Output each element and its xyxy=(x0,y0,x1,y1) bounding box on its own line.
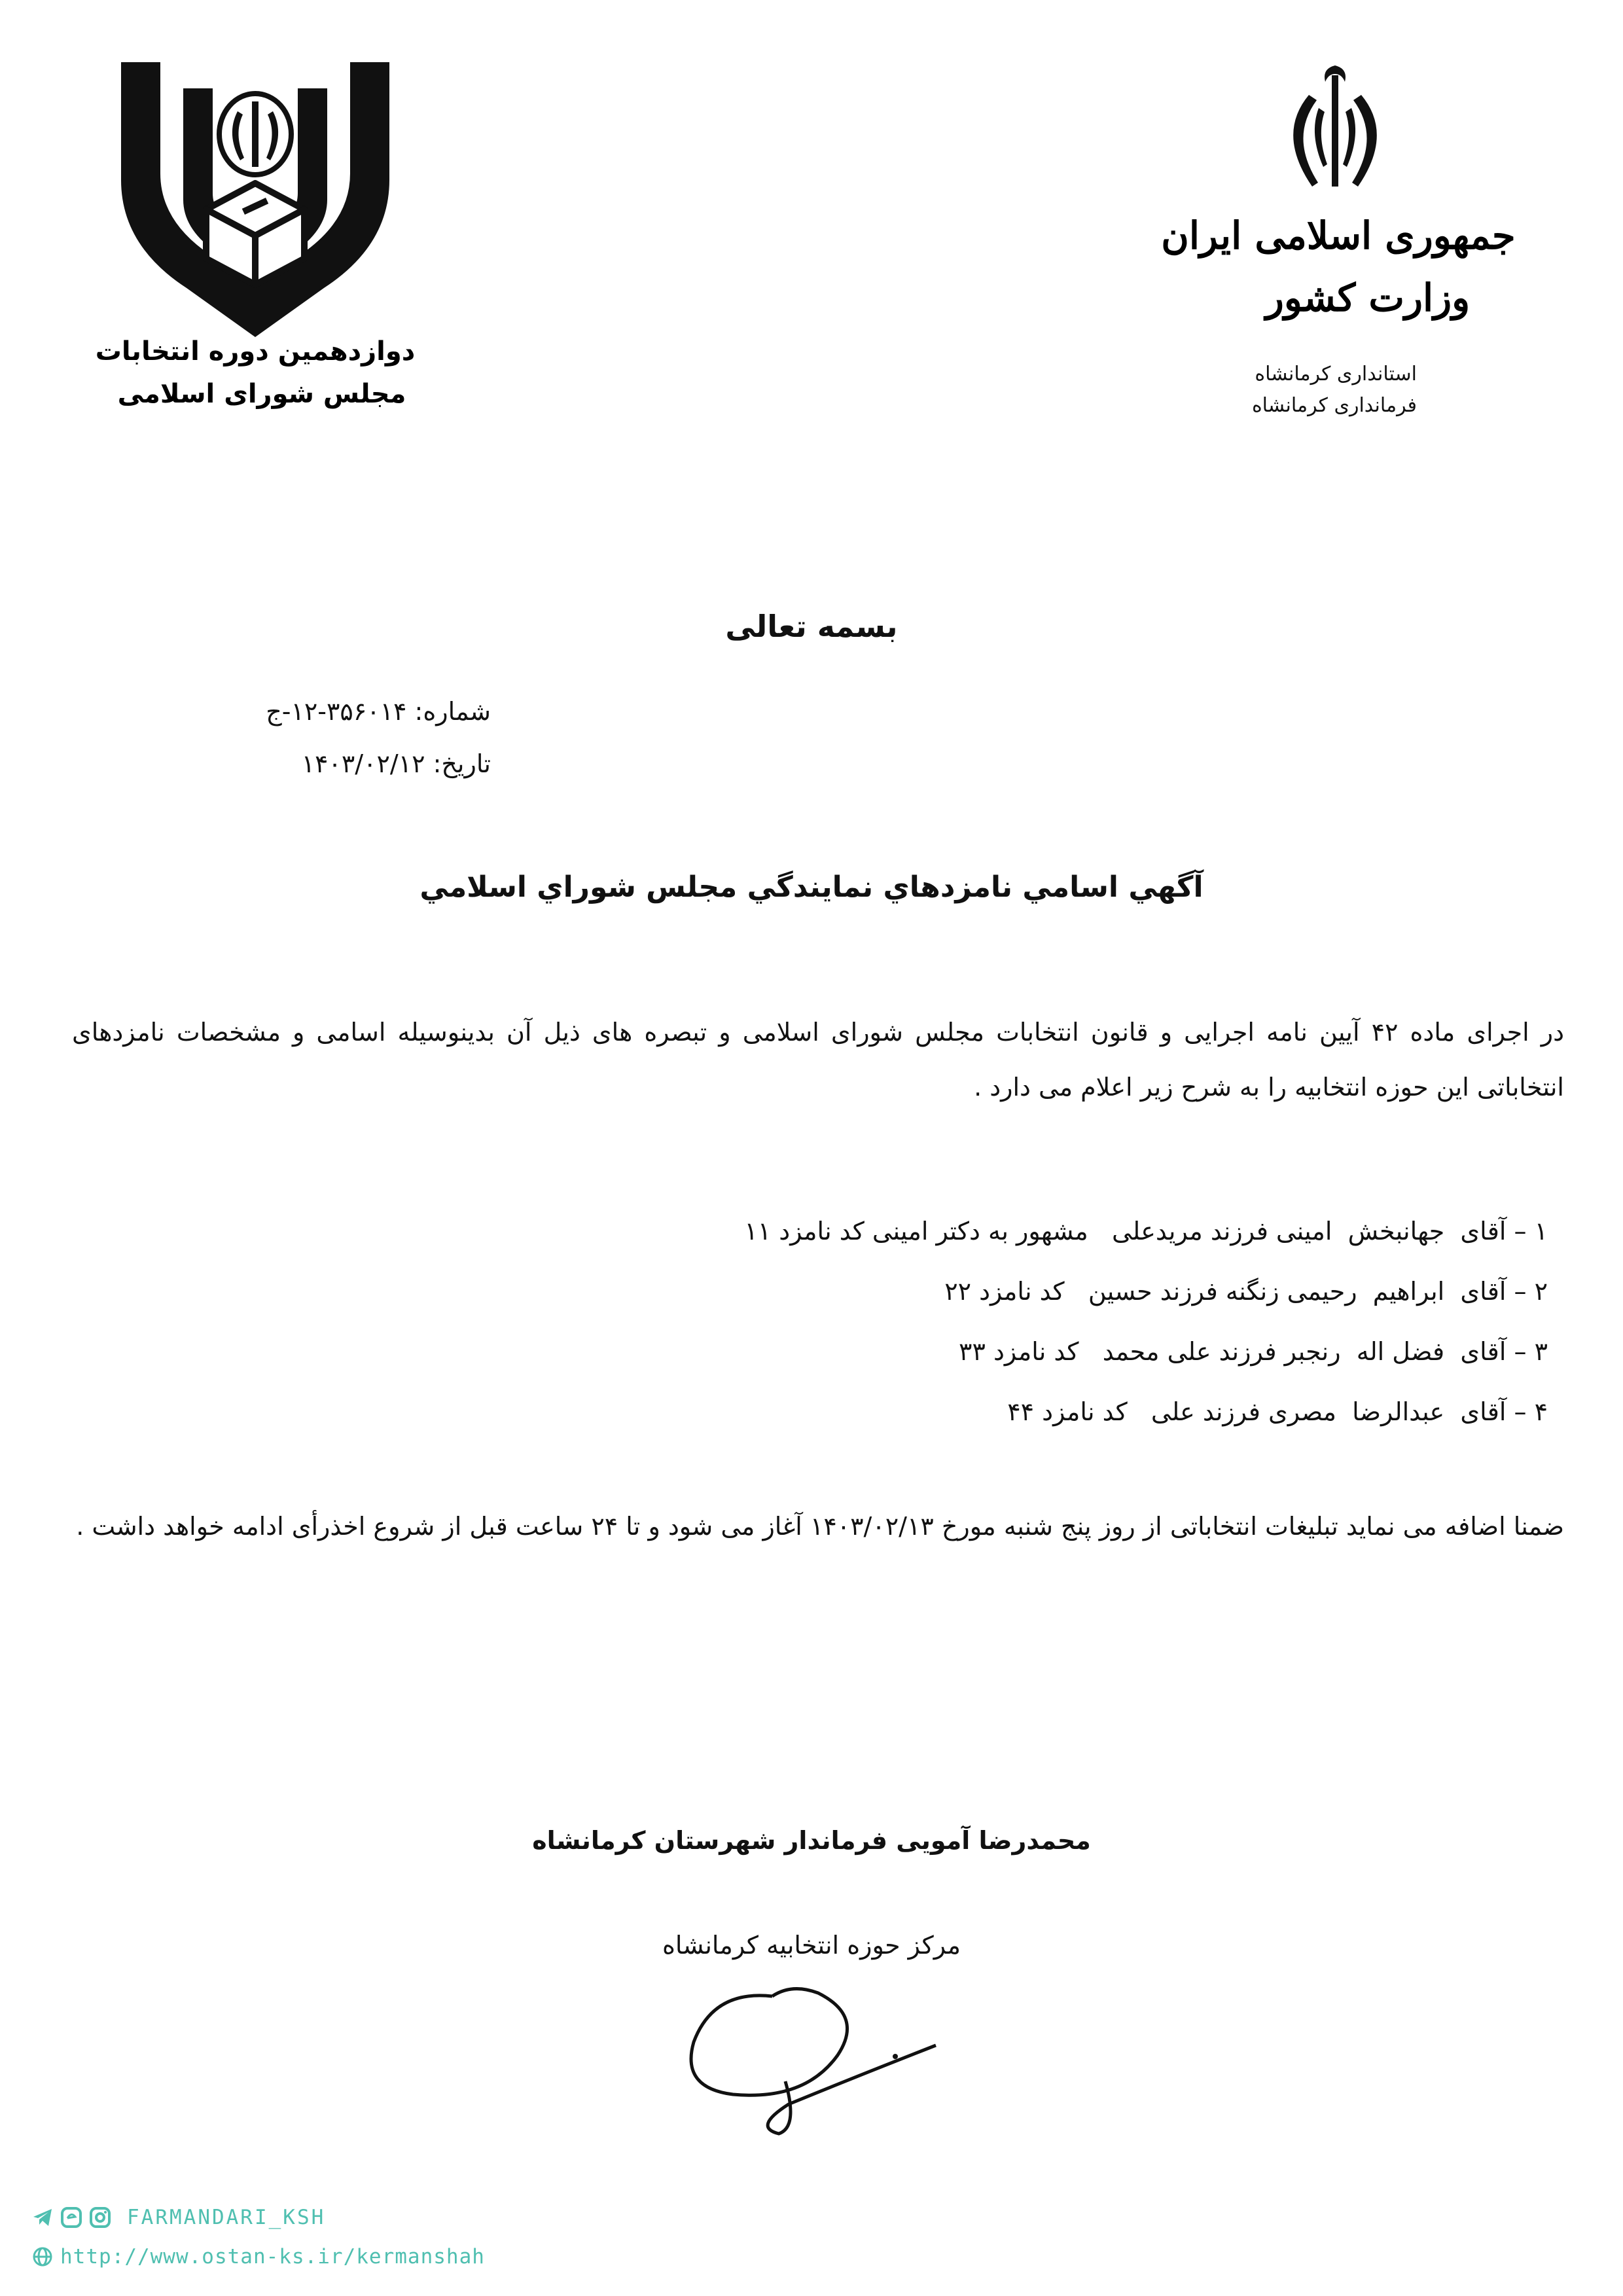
letter-date: تاریخ: ۱۴۰۳/۰۲/۱۲ xyxy=(301,749,491,778)
county-office-label: فرمانداری کرمانشاه xyxy=(1251,394,1417,417)
handwritten-signature xyxy=(674,1970,949,2140)
issuing-office xyxy=(1090,359,1417,422)
ministry-of-interior-logo xyxy=(1161,62,1516,344)
emblem-right-line1: جمهوری اسلامی ایران xyxy=(1161,213,1516,258)
social-handle[interactable]: FARMANDARI_KSH xyxy=(127,2206,326,2229)
invocation-heading: بسمه تعالی xyxy=(725,609,898,644)
telegram-icon[interactable] xyxy=(31,2206,54,2229)
emblem-right-line2: وزارت کشور xyxy=(1265,276,1471,320)
emblem-left-line1: دوازدهمین دوره انتخابات xyxy=(95,336,416,367)
ballot-box-emblem-graphic xyxy=(95,62,416,429)
instagram-icon[interactable] xyxy=(89,2206,111,2229)
eitaa-icon[interactable] xyxy=(60,2206,82,2229)
candidate-item: ۱ – آقای جهانبخش امینی فرزند مریدعلی مشهور به دکتر امینی کد نامزد ۱۱ xyxy=(744,1217,1548,1246)
signer-name: محمدرضا آمویی فرماندار شهرستان کرمانشاه xyxy=(532,1826,1091,1855)
candidate-item: ۳ – آقای فضل اله رنجبر فرزند علی محمد کد نامزد ۳۳ xyxy=(959,1337,1548,1366)
footer-website xyxy=(31,2245,485,2269)
election-emblem-logo xyxy=(95,62,416,429)
governorate-label: استانداری کرمانشاه xyxy=(1255,363,1417,386)
candidate-item: ۴ – آقای عبدالرضا مصری فرزند علی کد نامزد ۴۴ xyxy=(1007,1397,1548,1426)
electoral-center: مرکز حوزه انتخابیه کرمانشاه xyxy=(662,1931,961,1960)
footer-social xyxy=(31,2206,325,2229)
candidate-item: ۲ – آقای ابراهیم رحیمی زنگنه فرزند حسین کد نامزد ۲۲ xyxy=(944,1277,1548,1306)
closing-paragraph: ضمنا اضافه می نماید تبلیغات انتخاباتی از روز پنج شنبه مورخ ۱۴۰۳/۰۲/۱۳ آغاز می شود و تا ۲۴ ساعت قبل از شروع اخذرأی ادامه خواهد داشت . xyxy=(76,1512,1564,1541)
intro-paragraph: در اجرای ماده ۴۲ آیین نامه اجرایی و قانون انتخابات مجلس شورای اسلامی و تبصره های ذیل آن بدینوسیله اسامی و مشخصات نامزدهای انتخاباتی این حوزه انتخابیه را به شرح زیر اعلام می دارد . xyxy=(72,1018,1564,1102)
candidate-list xyxy=(632,1201,1548,1442)
website-link[interactable]: http://www.ostan-ks.ir/kermanshah xyxy=(60,2245,485,2269)
letter-number: شماره: ۳۵۶۰۱۴-۱۲-ج xyxy=(266,697,491,726)
iran-emblem-graphic xyxy=(1161,62,1516,344)
emblem-left-line2: مجلس شورای اسلامی xyxy=(117,379,406,409)
document-title: آگهي اسامي نامزدهاي نمايندگي مجلس شوراي اسلامي xyxy=(419,870,1204,904)
globe-icon xyxy=(31,2246,54,2268)
